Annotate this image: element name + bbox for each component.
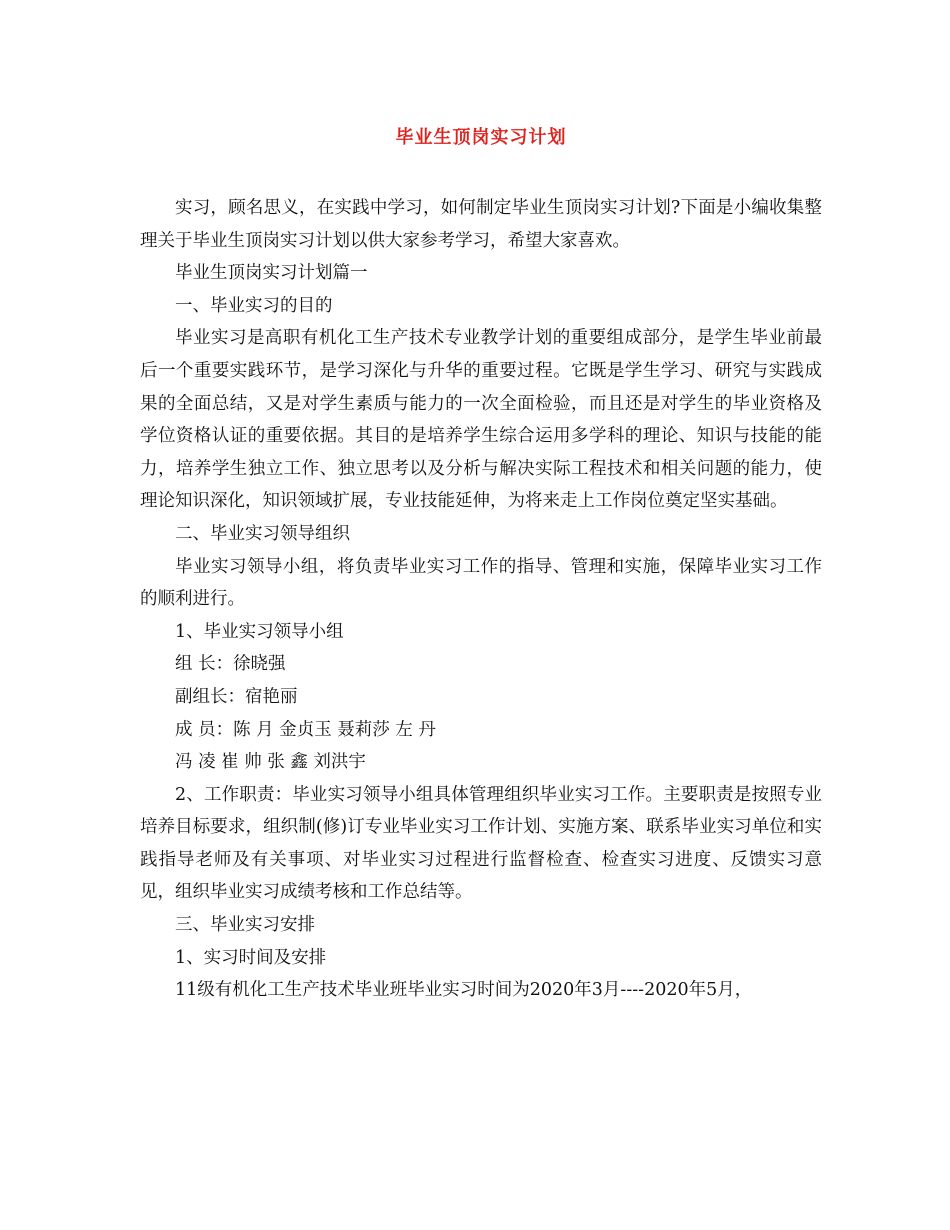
group-leader: 组 长：徐晓强 <box>175 654 286 675</box>
group-members: 成 员：陈 月 金贞玉 聂莉莎 左 丹 <box>175 719 436 740</box>
document-title: 毕业生顶岗实习计划 <box>395 127 567 148</box>
section-heading-part-one: 毕业生顶岗实习计划篇一 <box>175 263 368 284</box>
group-deputy-leader: 副组长：宿艳丽 <box>175 686 298 707</box>
time-paragraph: 11级有机化工生产技术毕业班毕业实习时间为2020年3月----2020年5月， <box>175 980 753 1001</box>
intro-paragraph: 实习，顾名思义，在实践中学习，如何制定毕业生顶岗实习计划?下面是小编收集整理关于毕业生顶岗实习计划以供大家参考学习，希望大家喜欢。 <box>140 198 822 251</box>
leadership-paragraph: 毕业实习领导小组，将负责毕业实习工作的指导、管理和实施，保障毕业实习工作的顺利进行。 <box>140 556 822 610</box>
heading-purpose: 一、毕业实习的目的 <box>175 295 333 316</box>
heading-time-arrangement: 1、实习时间及安排 <box>175 947 327 968</box>
heading-arrangement: 三、毕业实习安排 <box>175 915 315 936</box>
heading-leadership-group: 1、毕业实习领导小组 <box>175 621 344 642</box>
group-members-continued: 冯 凌 崔 帅 张 鑫 刘洪宇 <box>175 752 366 773</box>
heading-leadership: 二、毕业实习领导组织 <box>175 523 350 544</box>
purpose-paragraph: 毕业实习是高职有机化工生产技术专业教学计划的重要组成部分，是学生毕业前最后一个重要实践环节，是学习深化与升华的重要过程。它既是学生学习、研究与实践成果的全面总结，又是对学生素质与能力的一次全面检验，而且还是对学生的毕业资格及学位资格认证的重要依据。其目的是培养学生综合运用多学科的理论、知识与技能的能力，培养学生独立工作、独立思考以及分析与解决实际工程技术和相关问题的能力，使理论知识深化，知识领域扩展，专业技能延伸，为将来走上工作岗位奠定坚实基础。 <box>140 328 822 512</box>
duties-paragraph: 2、工作职责：毕业实习领导小组具体管理组织毕业实习工作。主要职责是按照专业培养目标要求，组织制(修)订专业毕业实习工作计划、实施方案、联系毕业实习单位和实践指导老师及有关事项、对毕业实习过程进行监督检查、检查实习进度、反馈实习意见，组织毕业实习成绩考核和工作总结等。 <box>140 784 822 903</box>
